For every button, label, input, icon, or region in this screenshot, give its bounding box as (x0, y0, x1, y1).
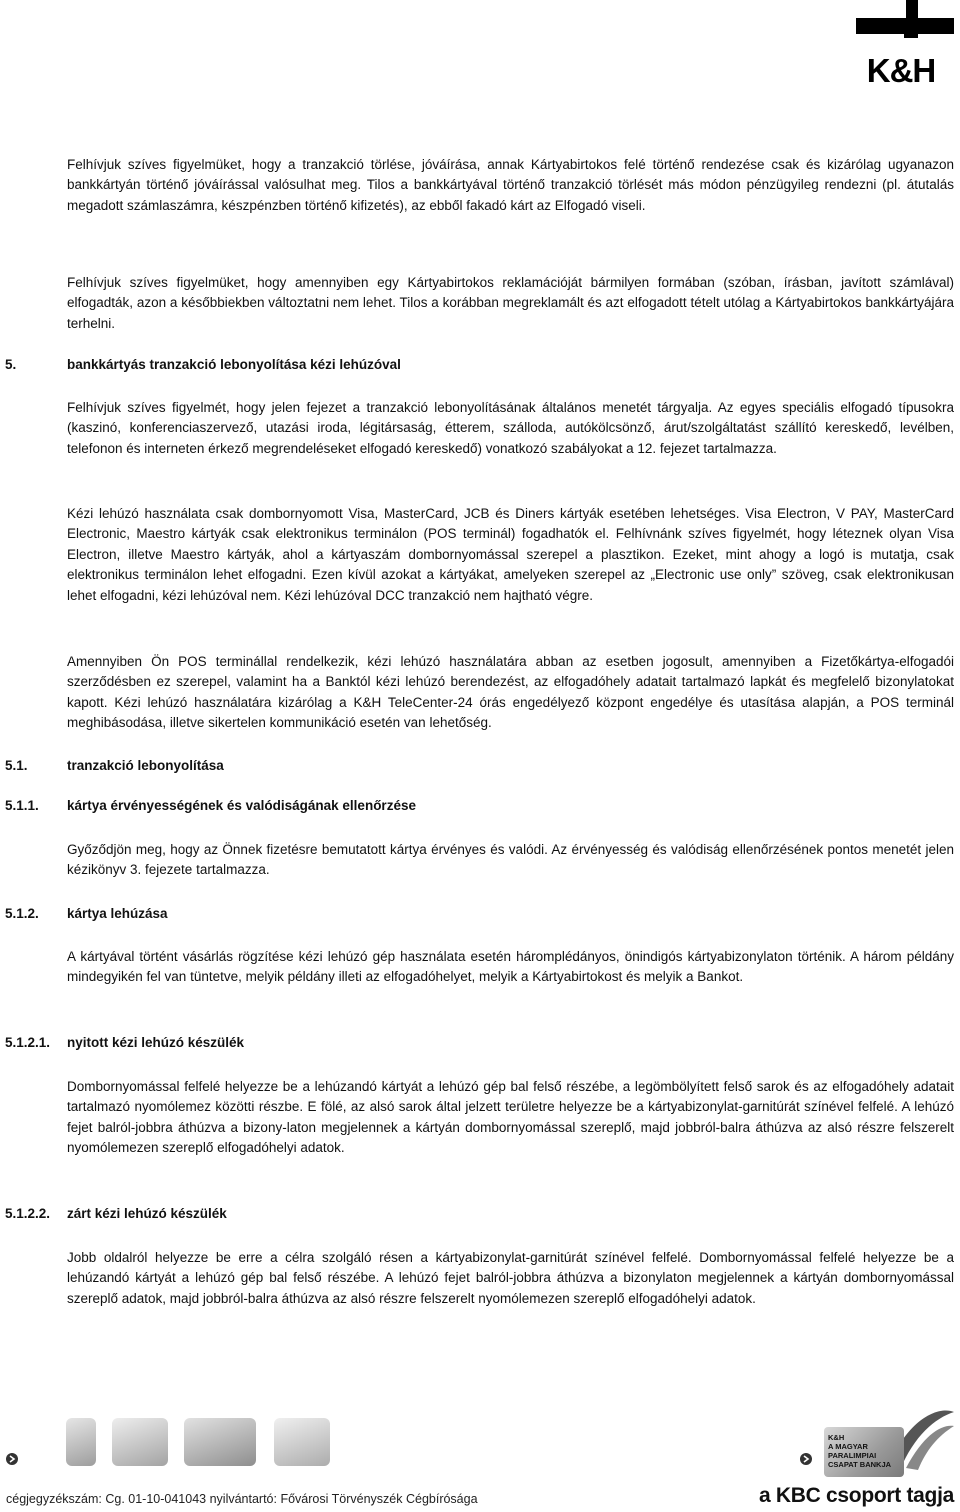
paragraph: Felhívjuk szíves figyelmüket, hogy amennyiben egy Kártyabirtokos reklamációját bármilyen formában (szóban, írásban, javított számlával) elfogadták, azon a későbbiekben változtatni nem lehet. Tilos a korábban megreklamált és azt elfogadott tételt utólag a Kártyabirtokos bankkártyájára terhelni. (67, 275, 954, 331)
heading-number: 5.1.2. (5, 906, 39, 921)
heading-text: tranzakció lebonyolítása (67, 758, 224, 773)
footer-image (112, 1418, 168, 1466)
heading-text: nyitott kézi lehúzó készülék (67, 1035, 245, 1050)
paragraph: Dombornyomással felfelé helyezze be a lehúzandó kártyát a lehúzó gép bal felső részébe, a legömbölyített felső sarok és az elfogadóhely adatait tartalmazó nyomólemez közötti részbe. E fölé, az alsó sarok által jelzett területre helyezze be a kártyabizonylat-garnitúrát színével felfelé. A lehúzó fejet balról-jobbra áthúzva a bizony-laton megjelennek a kártyán dombornyomással szereplő, majd jobbról-balra áthúzva az alsó részre felszerelt nyomólemezen szereplő elfogadóhelyi adatok. (67, 1079, 954, 1156)
kh-logo (848, 0, 954, 88)
footer-image (274, 1418, 330, 1466)
arrow-right-icon (800, 1453, 812, 1465)
company-registry: cégjegyzékszám: Cg. 01-10-041043 nyilvántartó: Fővárosi Törvényszék Cégbírósága (6, 1492, 478, 1506)
paralympic-badge-text: K&H A MAGYAR PARALIMPIAI CSAPAT BANKJA (828, 1433, 892, 1469)
section-heading (5, 756, 905, 776)
heading-text: kártya lehúzása (67, 906, 168, 921)
paralympic-badge (824, 1427, 904, 1477)
arrow-right-icon (6, 1453, 18, 1465)
paragraph: Amennyiben Ön POS terminállal rendelkezik, kézi lehúzó használatára abban az esetben jogosult, amennyiben a Fizetőkártya-elfogadói szerződésben ez szerepel, valamint ha a Banktól kézi lehúzó berendezést, az elfogadóhely adatait tartalmazó lapkát és megfelelő bizonylatokat kapott. Kézi lehúzó használatára kizárólag a K&H TeleCenter-24 órás engedélyező központ engedélye és utasítása alapján, a POS terminál meghibásodása, illetve sikertelen kommunikáció esetén van lehetőség. (67, 654, 954, 731)
paragraph: Győződjön meg, hogy az Önnek fizetésre bemutatott kártya érvényes és valódi. Az érvényesség és valódiság ellenőrzésének pontos menetét jelen kézikönyv 3. fejezete tartalmazza. (67, 842, 954, 878)
heading-number: 5.1.2.1. (5, 1035, 51, 1050)
heading-number: 5.1. (5, 758, 28, 773)
section-heading (5, 904, 905, 924)
section-heading (5, 1204, 905, 1224)
section-heading (5, 355, 905, 375)
heading-number: 5. (5, 357, 17, 372)
heading-text: zárt kézi lehúzó készülék (67, 1206, 227, 1221)
section-heading (5, 1033, 905, 1053)
heading-number: 5.1.1. (5, 798, 39, 813)
kh-logo-text: K&H (866, 52, 936, 89)
paragraph: Jobb oldalról helyezze be erre a célra szolgáló résen a kártyabizonylat-garnitúrát színével felfelé. Dombornyomással felfelé helyezze be a lehúzandó kártyát a lehúzó gép bal felső részébe. A lehúzó fejet balról-jobbra áthúzva a bizonylaton megjelennek a kártyán dombornyomással szereplő adatok, majd jobbról-balra áthúzva az alsó részre felszerelt nyomólemezen szereplő elfogadóhelyi adatok. (67, 1250, 954, 1306)
heading-text: bankkártyás tranzakció lebonyolítása kézi lehúzóval (67, 357, 401, 372)
footer-image (66, 1418, 96, 1466)
kbc-group-tagline: a KBC csoport tagja (759, 1484, 954, 1507)
section-heading (5, 796, 905, 816)
paragraph: Felhívjuk szíves figyelmét, hogy jelen fejezet a tranzakció lebonyolításának általános menetét tárgyalja. Az egyes speciális elfogadó típusokra (kaszinó, konferenciaszervező, utazási iroda, légitársaság, étterem, szálloda, autókölcsönző, árut/szolgáltatást szállító kereskedő, levélben, telefonon és interneten érkező megrendeléseket elfogadó kereskedő) vonatkozó szabályokat a 12. fejezet tartalmazza. (67, 400, 954, 456)
paragraph: A kártyával történt vásárlás rögzítése kézi lehúzó gép használata esetén háromplédányos, önindigós kártyabizonylaton történik. A három példány mindegyikén fel van tüntetve, melyik példány illeti az elfogadóhelyet, melyik a Kártyabirtokost és melyik a Bankot. (67, 949, 954, 985)
footer-image (184, 1418, 256, 1466)
heading-text: kártya érvényességének és valódiságának ellenőrzése (67, 798, 416, 813)
paragraph: Felhívjuk szíves figyelmüket, hogy a tranzakció törlése, jóváírása, annak Kártyabirtokos felé történő rendezése csak és kizárólag ugyanazon bankkártyán történő jóváírással valósulhat meg. Tilos a bankkártyával történő tranzakció törlését más módon pénzügyileg rendezni (pl. átutalás megadott számlaszámra, készpénzben történő kifizetés), az ebből fakadó kárt az Elfogadó viseli. (67, 157, 954, 213)
heading-number: 5.1.2.2. (5, 1206, 51, 1221)
paragraph: Kézi lehúzó használata csak dombornyomott Visa, MasterCard, JCB és Diners kártyák esetében lehetséges. Visa Electron, V PAY, MasterCard Electronic, Maestro kártyák csak elektronikus terminálon (POS terminál) fogadhatók el. Felhívnánk szíves figyelmét, hogy léteznek olyan Visa Electron, illetve Maestro kártyák, ahol a kártyaszám dombornyomással szerepel a plasztikon. Ezeket, mint ahogy a logó is mutatja, csak elektronikus terminálon lehet elfogadni. Ezen kívül azokat a kártyákat, amelyeken szerepel az „Electronic use only” szöveg, csak elektronikusan lehet elfogadni, kézi lehúzóval nem. Kézi lehúzóval DCC tranzakció nem hajtható végre. (67, 506, 954, 603)
kh-logo-mark-icon (848, 0, 954, 56)
